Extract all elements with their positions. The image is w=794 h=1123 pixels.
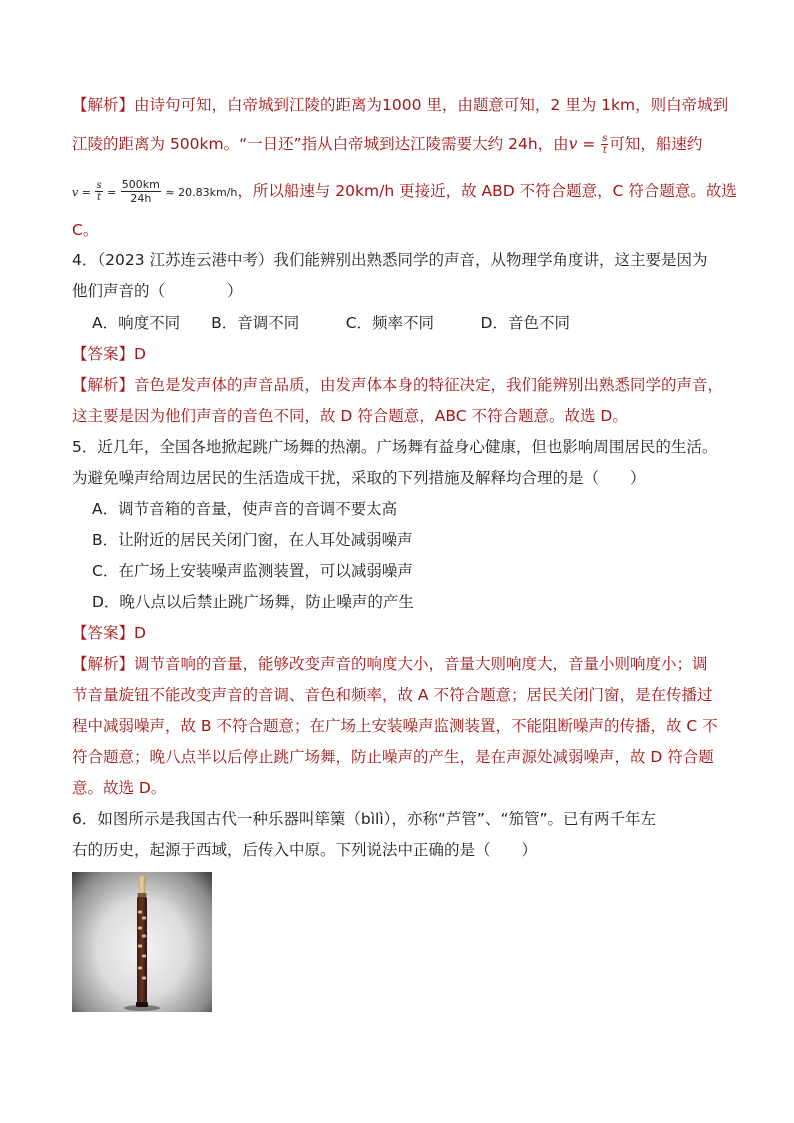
- q3-analysis-line-1: 【解析】由诗句可知，白帝城到江陵的距离为1000 里，由题意可知，2 里为 1km，则白帝城到: [72, 96, 729, 114]
- q5-option-c: C．在广场上安装噪声监测装置，可以减弱噪声: [92, 562, 413, 580]
- q5-stem-line-2: 为避免噪声给周边居民的生活造成干扰，采取的下列措施及解释均合理的是（ ）: [72, 469, 646, 487]
- q4-stem-line-1: 4．（2023 江苏连云港中考）我们能辨别出熟悉同学的声音，从物理学角度讲，这主要是因为: [72, 251, 708, 269]
- analysis-tag: 【解析】: [72, 655, 135, 673]
- fraction-s-over-t: $\frac{s}{t}$: [602, 133, 608, 156]
- q6-stem-line-2: 右的历史，起源于西域，后传入中原。下列说法中正确的是（ ）: [72, 841, 538, 859]
- q5-answer: 【答案】D: [72, 624, 146, 642]
- fraction-s-over-t-2: $\frac{s}{t}$: [96, 180, 102, 203]
- q4-answer: 【答案】D: [72, 345, 146, 363]
- q5-analysis-line-4: 符合题意；晚八点半以后停止跳广场舞，防止噪声的产生，是在声源处减弱噪声，故 D 符合题: [72, 748, 714, 766]
- q5-analysis-line-2: 节音量旋钮不能改变声音的音调、音色和频率，故 A 不符合题意；居民关闭门窗，是在传播过: [72, 686, 713, 704]
- q4-options: A．响度不同 B．音调不同 C．频率不同 D．音色不同: [92, 314, 570, 332]
- q5-option-b: B．让附近的居民关闭门窗，在人耳处减弱噪声: [92, 531, 413, 549]
- q5-analysis-line-3: 程中减弱噪声，故 B 不符合题意；在广场上安装噪声监测装置，不能阻断噪声的传播，故 C 不: [72, 717, 718, 735]
- q4-stem-line-2: 他们声音的（ ）: [72, 282, 243, 300]
- bili-instrument-illustration: [72, 872, 212, 1012]
- answer-tag: 【答案】: [72, 624, 135, 642]
- q3-analysis-line-2: 江陵的距离为 500km。“一日还”指从白帝城到达江陵需要大约 24h，由v = $\frac{s}{t}$ 可知，船速约: [72, 133, 703, 156]
- q6-stem-line-1: 6．如图所示是我国古代一种乐器叫筚篥（bìlì），亦称“芦管”、“笳管”。已有两千年左: [72, 810, 657, 828]
- pinyin: bìlì: [360, 810, 384, 828]
- analysis-tag: 【解析】: [72, 376, 135, 394]
- analysis-tag: 【解析】: [72, 96, 135, 114]
- bili-instrument-photo: [72, 872, 212, 1012]
- formula-variable-v: v: [568, 135, 578, 153]
- q5-analysis-line-5: 意。故选 D。: [72, 779, 167, 797]
- q5-option-d: D．晚八点以后禁止跳广场舞，防止噪声的产生: [92, 593, 414, 611]
- q5-option-a: A．调节音箱的音量，使声音的音调不要太高: [92, 500, 398, 518]
- q5-analysis-line-1: 【解析】调节音响的音量，能够改变声音的响度大小，音量大则响度大，音量小则响度小；调: [72, 655, 708, 673]
- q3-analysis-line-4: C。: [72, 221, 99, 239]
- fraction-distance-over-time: $\frac{500km}{24h}$: [121, 178, 160, 205]
- answer-tag: 【答案】: [72, 345, 135, 363]
- q5-stem-line-1: 5．近几年，全国各地掀起跳广场舞的热潮。广场舞有益身心健康，但也影响周围居民的生活。: [72, 438, 718, 456]
- q4-analysis-line-1: 【解析】音色是发声体的声音品质，由发声体本身的特征决定，我们能辨别出熟悉同学的声音，: [72, 376, 724, 394]
- q4-analysis-line-2: 这主要是因为他们声音的音色不同，故 D 符合题意，ABC 不符合题意。故选 D。: [72, 407, 628, 425]
- q3-analysis-line-3: v = $\frac{s}{t}$ = $\frac{500km}{24h}$ ≈ 20.83km/h，所以船速与 20km/h 更接近，故 ABD 不符合题意，C 符合题意。故选: [72, 178, 737, 205]
